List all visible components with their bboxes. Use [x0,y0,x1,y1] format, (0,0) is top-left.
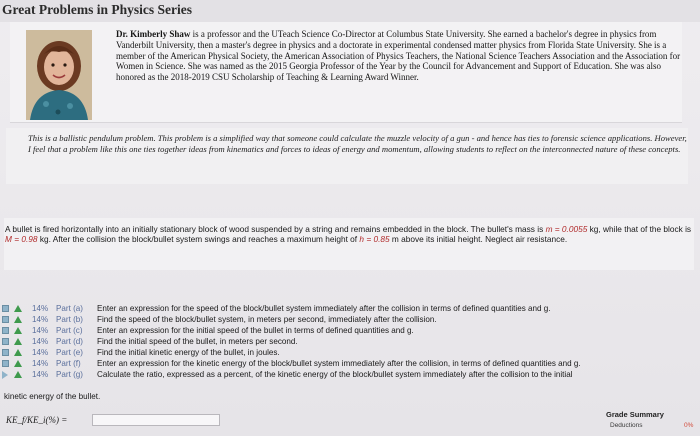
part-row-e[interactable] [0,347,700,358]
part-label[interactable]: Part (e) [56,348,83,357]
part-text: Find the initial kinetic energy of the bullet, in joules. [97,348,280,357]
current-part-arrow-icon [2,371,8,379]
bullet-mass-value: m = 0.0055 [545,224,588,234]
part-row-d[interactable] [0,336,700,347]
part-list-icon [2,305,9,312]
answer-label: KE_f/KE_i(%) = [6,415,68,425]
part-label[interactable]: Part (d) [56,337,83,346]
part-percent: 14% [32,337,49,346]
part-g-text-continued: kinetic energy of the bullet. [4,392,101,401]
warning-icon [14,349,22,356]
problem-statement [5,224,693,245]
part-text: Find the speed of the block/bullet system, in meters per second, immediately after the collision. [97,315,437,324]
part-row-b[interactable] [0,314,700,325]
max-height-value: h = 0.85 [359,234,390,245]
warning-icon [14,338,22,345]
part-text: Find the initial speed of the bullet, in meters per second. [97,337,298,346]
part-text: Enter an expression for the kinetic energy of the block/bullet system immediately after the collision, in terms of defined quantities and g. [97,359,581,368]
part-label[interactable]: Part (c) [56,326,83,335]
deductions-value: 0% [684,422,694,429]
author-bio-text: is a professor and the UTeach Science Co-Director at Columbus State University. She earned a bachelor's degree in physics from Vanderbilt University, then a master's degree in physics and a doctorate in experimental condensed matter physics from Florida State University. She is a member of the American Physical Society, the American Association of Physics Teachers, the National Science Teachers Association and the Association for Women in Science. She was named as the 2015 Georgia Professor of the Year by the Council for Advancement and Support of Education. She was also honored as the 2018-2019 CSU Scholarship of Teaching & Learning Award Winner. [116,29,681,83]
part-label[interactable]: Part (b) [56,315,83,324]
warning-icon [14,316,22,323]
answer-row [4,414,234,428]
parts-list [0,303,700,380]
part-percent: 14% [32,348,49,357]
part-percent: 14% [32,326,49,335]
problem-intro: This is a ballistic pendulum problem. This problem is a simplified way that someone could calculate the muzzle velocity of a gun - and hence has ties to forensic science applications. However, I feel that a problem like this one ties together ideas from kinematics and forces to ideas of energy and momentum, allowing students to reflect on the interconnected nature of these concepts. [28,133,687,154]
part-list-icon [2,360,9,367]
part-label[interactable]: Part (a) [56,304,83,313]
problem-text-3: kg. After the collision the block/bullet system swings and reaches a maximum height of [37,234,360,245]
part-label[interactable]: Part (g) [56,370,83,379]
problem-text-4: m above its initial height. Neglect air resistance. [389,234,568,245]
problem-text-1: A bullet is fired horizontally into an initially stationary block of wood suspended by a string and remains embedded in the block. The bullet's mass is [5,224,546,234]
grade-summary-title: Grade Summary [606,410,664,419]
author-avatar [26,30,92,120]
warning-icon [14,371,22,378]
part-list-icon [2,349,9,356]
author-photo-icon [26,30,92,120]
problem-text-2: kg, while that of the block is [587,224,692,234]
block-mass-value: M = 0.98 [5,234,38,245]
part-row-f[interactable] [0,358,700,369]
part-label[interactable]: Part (f) [56,359,81,368]
part-list-icon [2,338,9,345]
answer-input[interactable] [92,414,220,426]
series-title: Great Problems in Physics Series [2,2,192,17]
warning-icon [14,327,22,334]
deductions-label: Deductions [610,422,643,429]
part-text: Enter an expression for the speed of the block/bullet system immediately after the collision in terms of defined quantities and g. [97,304,551,313]
part-row-c[interactable] [0,325,700,336]
part-percent: 14% [32,315,49,324]
part-percent: 14% [32,359,49,368]
part-row-g[interactable] [0,369,700,380]
part-list-icon [2,316,9,323]
part-list-icon [2,327,9,334]
part-percent: 14% [32,304,49,313]
part-text: Calculate the ratio, expressed as a percent, of the kinetic energy of the block/bullet system immediately after the collision to the initial [97,370,573,379]
part-row-a[interactable] [0,303,700,314]
part-text: Enter an expression for the initial speed of the bullet in terms of defined quantities and g. [97,326,414,335]
part-percent: 14% [32,370,49,379]
warning-icon [14,305,22,312]
author-bio [116,29,681,83]
author-name: Dr. Kimberly Shaw [116,29,191,39]
warning-icon [14,360,22,367]
